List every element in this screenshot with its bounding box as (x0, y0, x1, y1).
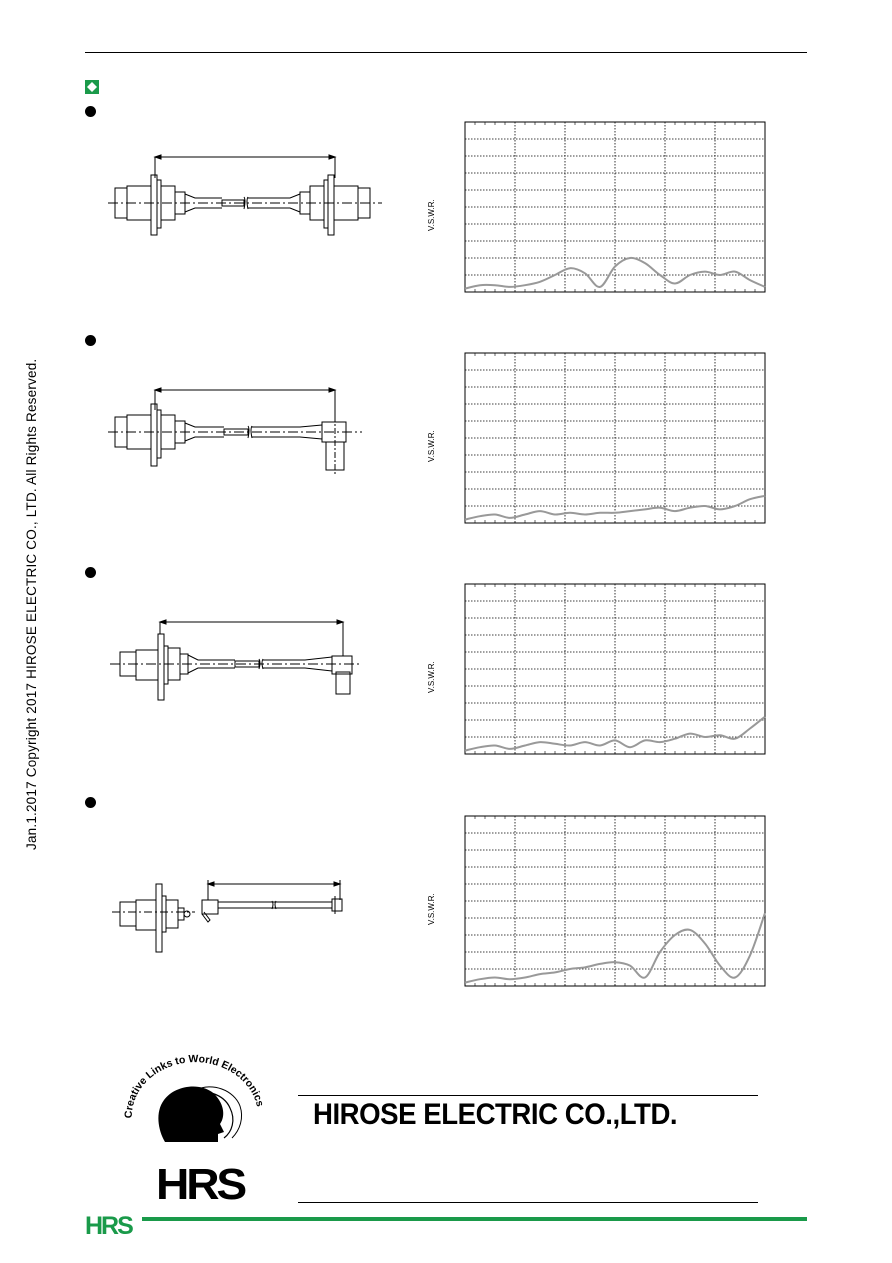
vswr-chart-4 (463, 814, 768, 989)
tagline-text: Creative Links to World Electronics (122, 1053, 267, 1119)
vswr-chart-3 (463, 582, 768, 757)
y-axis-label: V.S.W.R. (427, 893, 436, 925)
bullet (85, 797, 96, 808)
bullet (85, 567, 96, 578)
side-copyright: Jan.1.2017 Copyright 2017 HIROSE ELECTRIC CO., LTD. All Rights Reserved. (24, 358, 39, 850)
y-axis-label: V.S.W.R. (427, 199, 436, 231)
green-brand-bar (142, 1217, 807, 1221)
vswr-series-line (465, 717, 765, 751)
y-axis-label-wrap (427, 416, 437, 476)
cable-drawing-1 (100, 150, 390, 250)
small-hrs-logo: HRS (85, 1212, 132, 1240)
tagline-logo (120, 1050, 270, 1150)
company-rule-bottom (298, 1202, 758, 1203)
section-diamond-icon (85, 80, 99, 94)
bullet (85, 106, 96, 117)
y-axis-label-wrap (427, 879, 437, 939)
vswr-chart-2 (463, 351, 768, 526)
y-axis-label: V.S.W.R. (427, 661, 436, 693)
vswr-chart-1 (463, 120, 768, 295)
company-rule-top (298, 1095, 758, 1096)
y-axis-label-wrap (427, 185, 437, 245)
bullet (85, 335, 96, 346)
top-rule (85, 52, 807, 53)
company-name: HIROSE ELECTRIC CO.,LTD. (313, 1098, 678, 1131)
y-axis-label: V.S.W.R. (427, 430, 436, 462)
cable-drawing-4 (100, 870, 390, 960)
cable-drawing-3 (100, 612, 390, 712)
hrs-logo: HRS (156, 1160, 245, 1209)
y-axis-label-wrap (427, 647, 437, 707)
cable-drawing-2 (100, 380, 390, 480)
